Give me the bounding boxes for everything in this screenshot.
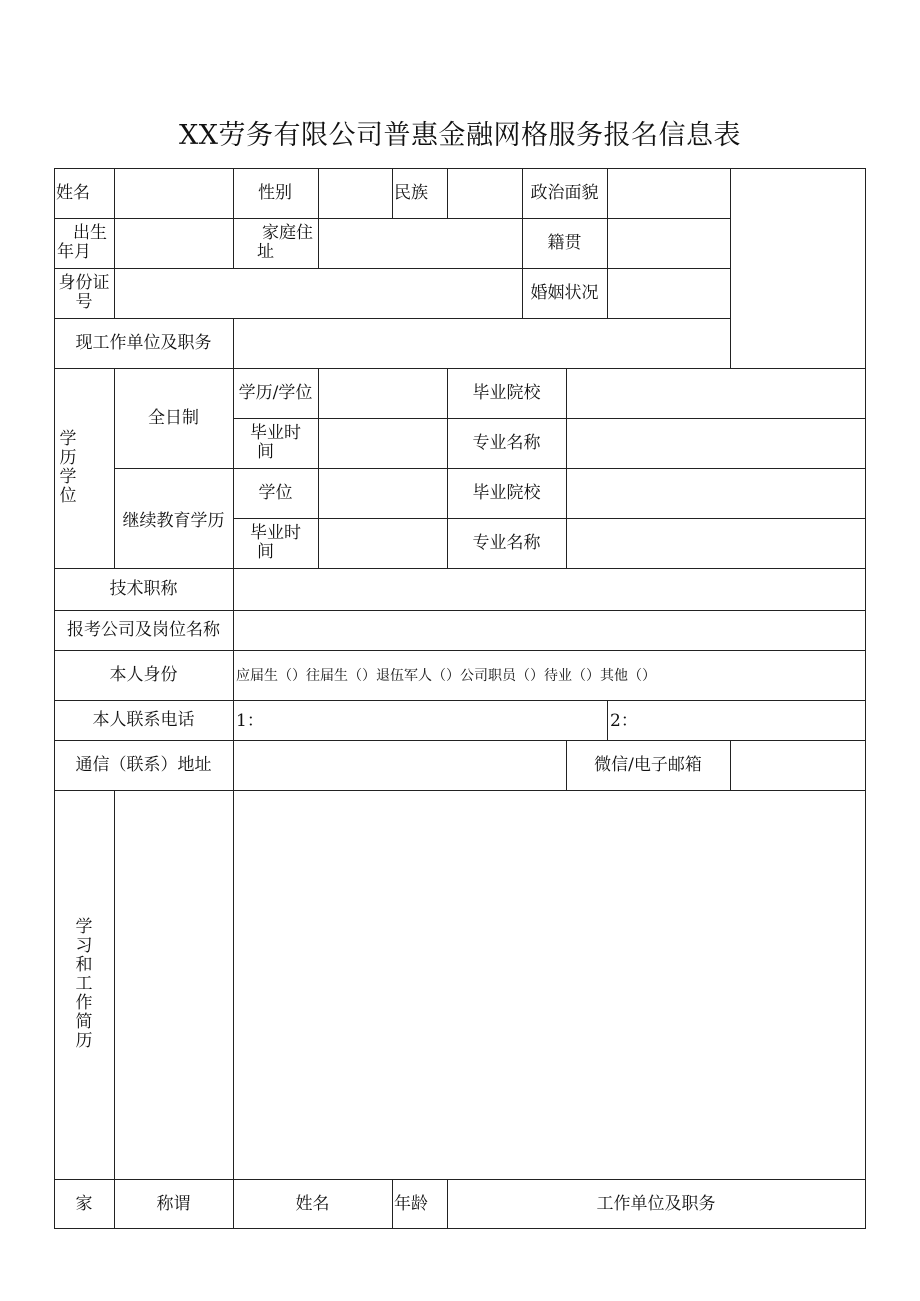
resume-section-label <box>54 790 114 1179</box>
id-label-line2: 号 <box>75 292 93 312</box>
home-address-label-line2: 址 <box>257 242 274 262</box>
home-address-label <box>233 218 318 268</box>
mailing-address-label: 通信（联系）地址 <box>75 755 212 775</box>
edu-char-1: 学 <box>59 429 77 449</box>
family-work-header: 工作单位及职务 <box>596 1193 716 1214</box>
native-place-label: 籍贯 <box>547 233 582 253</box>
resume-char-4: 工 <box>75 974 93 994</box>
identity-options[interactable]: 应届生（）往届生（）退伍军人（）公司职员（）待业（）其他（） <box>236 667 656 684</box>
grad-time-line2: 间 <box>257 442 274 462</box>
phone-label: 本人联系电话 <box>92 710 195 730</box>
fulltime-degree-field[interactable] <box>319 369 446 418</box>
fulltime-major-label: 专业名称 <box>472 433 541 453</box>
resume-char-6: 简 <box>75 1012 93 1032</box>
fulltime-major-field[interactable] <box>567 419 864 468</box>
id-label-line1: 身份证 <box>58 273 110 293</box>
family-age-header: 年龄 <box>394 1193 428 1214</box>
identity-label: 本人身份 <box>109 665 178 685</box>
edu-char-3: 学 <box>59 467 77 487</box>
ethnicity-label: 民族 <box>394 183 428 203</box>
birth-label-line1: 出生 <box>73 223 107 243</box>
family-section-label: 家 <box>75 1193 93 1214</box>
rule-bottom <box>54 1228 866 1229</box>
continuing-major-label: 专业名称 <box>472 533 541 553</box>
gender-field[interactable] <box>319 169 391 218</box>
tech-title-field[interactable] <box>234 569 864 610</box>
current-work-label: 现工作单位及职务 <box>75 333 212 353</box>
resume-char-3: 和 <box>75 955 93 975</box>
fulltime-label: 全日制 <box>148 408 199 428</box>
fulltime-grad-time-field[interactable] <box>319 419 446 468</box>
apply-position-field[interactable] <box>234 611 864 650</box>
continuing-degree-label: 学位 <box>258 483 293 503</box>
continuing-grad-time-field[interactable] <box>319 519 446 568</box>
resume-char-5: 作 <box>75 993 93 1013</box>
degree-pair-label: 学历/学位 <box>238 383 313 403</box>
grad-time-line1-b: 毕业时 <box>250 523 301 543</box>
native-place-field[interactable] <box>608 219 729 268</box>
home-address-field[interactable] <box>319 219 521 268</box>
continuing-major-field[interactable] <box>567 519 864 568</box>
education-section-label <box>54 368 82 568</box>
continuing-school-label: 毕业院校 <box>472 483 541 503</box>
name-field[interactable] <box>115 169 232 218</box>
gender-label: 性别 <box>258 183 292 203</box>
wechat-email-field[interactable] <box>731 741 864 790</box>
birth-label-line2: 年月 <box>57 242 91 262</box>
continuing-grad-time-label <box>233 518 318 568</box>
name-label: 姓名 <box>56 183 90 203</box>
resume-char-2: 习 <box>75 936 93 956</box>
tech-title-label: 技术职称 <box>109 579 178 599</box>
photo-area <box>731 169 864 367</box>
fulltime-grad-time-label <box>233 418 318 468</box>
fulltime-school-label: 毕业院校 <box>472 383 541 403</box>
home-address-label-line1: 家庭住 <box>262 223 313 243</box>
marital-status-field[interactable] <box>608 269 729 318</box>
birth-label <box>54 218 114 268</box>
resume-char-1: 学 <box>75 917 93 937</box>
id-number-label <box>54 268 114 318</box>
edu-char-4: 位 <box>59 486 77 506</box>
grad-time-line1: 毕业时 <box>250 423 301 443</box>
id-number-field[interactable] <box>115 269 521 318</box>
continuing-education-label: 继续教育学历 <box>122 511 225 531</box>
political-status-label: 政治面貌 <box>530 183 599 203</box>
family-name-header: 姓名 <box>295 1193 330 1214</box>
continuing-school-field[interactable] <box>567 469 864 518</box>
birth-field[interactable] <box>115 219 232 268</box>
fulltime-school-field[interactable] <box>567 369 864 418</box>
marital-status-label: 婚姻状况 <box>530 283 599 303</box>
apply-position-label: 报考公司及岗位名称 <box>67 620 220 640</box>
mailing-address-field[interactable] <box>234 741 565 790</box>
current-work-field[interactable] <box>234 319 729 368</box>
resume-char-7: 历 <box>75 1031 93 1051</box>
registration-form-table <box>54 168 866 1229</box>
phone-2-field[interactable]: 2： <box>610 710 638 731</box>
resume-field[interactable] <box>115 791 864 1179</box>
family-relation-header: 称谓 <box>156 1193 191 1214</box>
grad-time-line2-b: 间 <box>257 542 274 562</box>
continuing-degree-field[interactable] <box>319 469 446 518</box>
edu-char-2: 历 <box>59 448 77 468</box>
phone-1-field[interactable]: 1： <box>236 710 264 731</box>
form-title: XX劳务有限公司普惠金融网格服务报名信息表 <box>179 120 741 151</box>
ethnicity-field[interactable] <box>448 169 521 218</box>
wechat-email-label: 微信/电子邮箱 <box>594 755 702 775</box>
political-status-field[interactable] <box>608 169 729 218</box>
